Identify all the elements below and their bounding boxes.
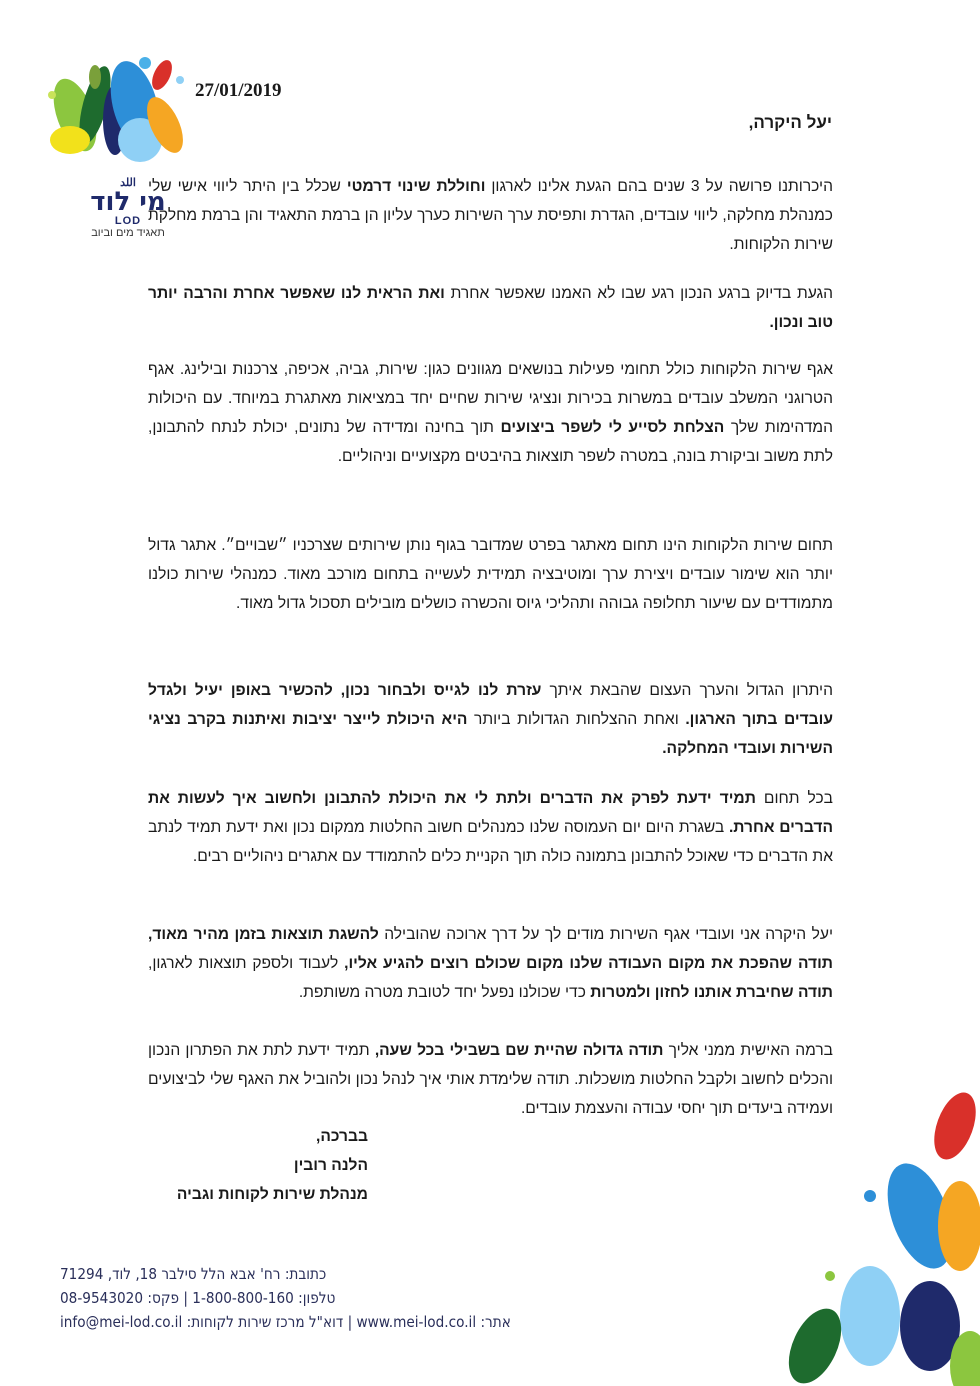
text: בכל תחום xyxy=(755,790,833,807)
footer-web: אתר: www.mei-lod.co.il | דוא"ל מרכז שירות לקוחות: info@mei-lod.co.il xyxy=(60,1313,511,1331)
text: תחום שירות הלקוחות הינו תחום מאתגר בפרט שמדובר בגוף נותן שירותים שצרכניו ״שבויים״. אתגר גדול יותר הוא שימור עובדים ויצירת ערך ומוטיבציה תמידית לעשייה בתחום מורכב מאוד. כמנהלי שירות כולנו מתמודדים עם שיעור תחלופה גבוהה ותהליכי גיוס והכשרה כושלים מובילים תסכול גדול מאוד. xyxy=(148,537,833,612)
decorative-blobs xyxy=(720,1086,980,1386)
text: יעל היקרה אני ועובדי אגף השירות מודים לך על דרך ארוכה שהובילה xyxy=(378,926,833,943)
logo-latin: LOD xyxy=(114,215,142,227)
signature-closing: בברכה, xyxy=(316,1128,368,1145)
text: היתרון הגדול והערך העצום שהבאת איתך xyxy=(541,682,833,699)
bold-text: תודה שחיברת אותנו לחזון ולמטרות xyxy=(590,984,833,1001)
logo-main: מי לוד xyxy=(90,187,166,217)
signature-block xyxy=(148,1122,368,1209)
bold-text: תודה גדולה שהיית שם בשבילי בכל שעה, xyxy=(374,1042,664,1059)
greeting: יעל היקרה, xyxy=(748,113,832,132)
letter-date: 27/01/2019 xyxy=(195,80,282,101)
bold-text: הצלחת לסייע לי לשפר ביצועים xyxy=(500,419,725,436)
text: ברמה האישית ממני אליך xyxy=(663,1042,833,1059)
paragraph xyxy=(148,920,833,1007)
bold-text: ואת הראית לנו שאפשר אחרת והרבה יותר טוב ונכון. xyxy=(148,285,833,331)
text: הגעת בדיוק ברגע הנכון רגע שבו לא האמנו שאפשר אחרת xyxy=(444,285,833,302)
paragraph xyxy=(148,172,833,259)
text: אגף שירות הלקוחות כולל תחומי פעילות בנושאים מגוונים כגון: שירות, גביה, אכיפה, צרכנות ובילינג. אגף הטרוגני המשלב עובדים במשרות בכירות ונציגי שירות שחיים יחד במציאות מאתגרת במיוחד. עם היכולות המדהימות שלך xyxy=(148,361,833,436)
bold-text: עזרת לנו לגייס ולבחור נכון, להכשיר באופן יעיל ולגדל עובדים בתוך הארגון. xyxy=(148,682,834,728)
signature-name: הלנה רובין xyxy=(293,1157,368,1174)
signature-title: מנהלת שירות לקוחות וגביה xyxy=(176,1186,368,1203)
text: תוך בחינה ומדידה של נתונים, יכולת לנתח להתבונן, לתת משוב וביקורת בונה, במטרה לשפר תוצאות בהיבטים מקצועיים וניהוליים. xyxy=(148,419,833,465)
paragraph xyxy=(148,531,833,618)
paragraph xyxy=(148,279,833,337)
bold-text: וחוללת שינוי דרמטי xyxy=(346,178,486,195)
bold-text: היא היכולת לייצר יציבות ואיתנות בקרב נציגי השירות ועובדי המחלקה. xyxy=(148,711,833,757)
text: ואחת ההצלחות הגדולות ביותר xyxy=(467,711,686,728)
paragraph xyxy=(148,355,833,471)
text: תמיד ידעת לתת את הפתרון הנכון והכלים לחשוב ולקבל החלטות מושכלות. תודה שלימדת אותי איך לנהל נכון ולהוביל את האגף שלי לביצועים ועמידה ביעדים תוך יחסי עבודה והעצמת עובדים. xyxy=(148,1042,833,1117)
text: כדי שכולנו נפעל יחד לטובת מטרה משותפת. xyxy=(298,984,591,1001)
bold-text: תמיד ידעת לפרק את הדברים ולתת לי את היכולת להתבונן ולחשוב איך לעשות את הדברים אחרת. xyxy=(148,790,833,836)
logo-subtitle: תאגיד מים וביוב xyxy=(91,227,165,239)
paragraph xyxy=(148,784,833,871)
footer-phone: טלפון: 1-800-800-160 | פקס: 08-9543020 xyxy=(60,1289,336,1307)
footer-contact xyxy=(60,1262,511,1334)
text: לעבוד ולספק תוצאות לארגון, xyxy=(148,955,345,972)
text: היכרותנו פרושה על 3 שנים בהם הגעת אלינו לארגון xyxy=(485,178,833,195)
footer-address: כתובת: רח' אבא הלל סילבר 18, לוד, 71294 xyxy=(60,1265,327,1283)
paragraph xyxy=(148,676,833,763)
logo-arabic: اللد xyxy=(120,177,136,189)
bold-text: להשגת תוצאות בזמן מהיר מאוד, תודה שהפכת את מקום העבודה שלנו מקום שכולם רוצים להגיע אליו, xyxy=(148,926,834,972)
text: בשגרת היום יום העמוסה שלנו כמנהלים חשוב החלטות ממקום נכון ואת ידעת תמיד לנתב את הדברים כדי שאוכל להתבונן בתמונה כולה תוך הקניית כלים להתמודד עם אתגרים ניהוליים רבים. xyxy=(148,819,833,865)
text: שכלל בין היתר ליווי אישי שלי כמנהלת מחלקה, ליווי עובדים, הגדרת ותפיסת ערך השירות כערך עליון הן ברמת התאגיד והן ברמת מחלקת שירות הלקוחות. xyxy=(148,178,833,253)
